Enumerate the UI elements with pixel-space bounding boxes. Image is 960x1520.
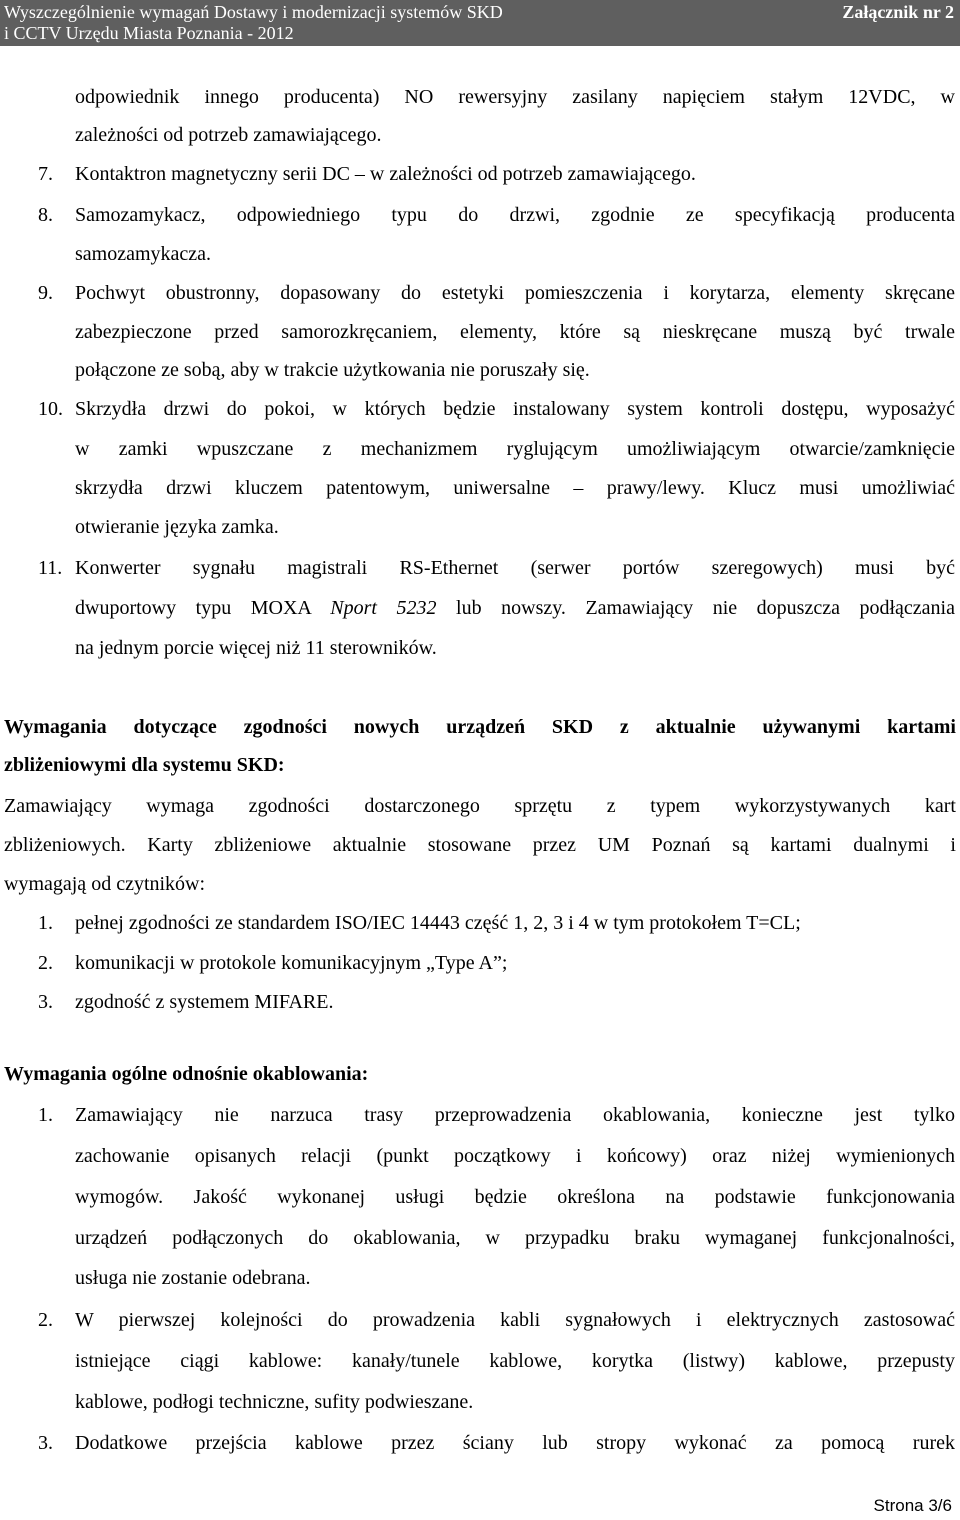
list-item-7-text: Kontaktron magnetyczny serii DC – w zależności od potrzeb zamawiającego. [75, 163, 696, 185]
list-item-9-line3: połączone ze sobą, aby w trakcie użytkowania nie poruszały się. [75, 359, 590, 381]
section1-list-number-2: 2. [38, 952, 53, 974]
product-model-name: Nport 5232 [330, 597, 437, 619]
list-item-11-line3: na jednym porcie więcej niż 11 sterowników. [75, 637, 437, 659]
section2-list-number-1: 1. [38, 1104, 53, 1126]
header-title-line1: Wyszczególnienie wymagań Dostawy i modernizacji systemów SKD [4, 2, 503, 22]
header-attachment-label: Załącznik nr 2 [842, 2, 954, 22]
section2-item-3-line1: Dodatkowe przejścia kablowe przez ściany lub stropy wykonać za pomocą rurek [75, 1432, 955, 1454]
section1-paragraph-line2: zbliżeniowych. Karty zbliżeniowe aktualnie stosowane przez UM Poznań są kartami dualnymi i [4, 834, 956, 856]
list-item-10-line1: Skrzydła drzwi do pokoi, w których będzie instalowany system kontroli dostępu, wyposażyć [75, 398, 955, 420]
list-item-6-continued-line2: zależności od potrzeb zamawiającego. [75, 124, 382, 146]
page-number: Strona 3/6 [873, 1496, 952, 1515]
list-item-11-line2-end: lub nowszy. Zamawiający nie dopuszcza podłączania [436, 597, 955, 619]
section1-list-number-1: 1. [38, 912, 53, 934]
section2-item-1-line1: Zamawiający nie narzuca trasy przeprowadzenia okablowania, konieczne jest tylko [75, 1104, 955, 1126]
header-title-line2: i CCTV Urzędu Miasta Poznania - 2012 [4, 23, 294, 43]
section-heading-cabling: Wymagania ogólne odnośnie okablowania: [4, 1063, 369, 1085]
section2-item-2-line2: istniejące ciągi kablowe: kanały/tunele kablowe, korytka (listwy) kablowe, przepusty [75, 1350, 955, 1372]
section2-item-1-line2: zachowanie opisanych relacji (punkt początkowy i końcowy) oraz niżej wymienionych [75, 1145, 955, 1167]
section2-list-number-2: 2. [38, 1309, 53, 1331]
list-number-11: 11. [38, 557, 63, 579]
list-item-10-line3: skrzydła drzwi kluczem patentowym, uniwersalne – prawy/lewy. Klucz musi umożliwiać [75, 477, 955, 499]
section-heading-card-compatibility-line1: Wymagania dotyczące zgodności nowych urządzeń SKD z aktualnie używanymi kartami [4, 716, 956, 738]
list-item-11-line1: Konwerter sygnału magistrali RS-Ethernet (serwer portów szeregowych) musi być [75, 557, 955, 579]
list-item-8-line2: samozamykacza. [75, 243, 212, 265]
section1-list-item-3: zgodność z systemem MIFARE. [75, 991, 334, 1013]
list-item-8-line1: Samozamykacz, odpowiedniego typu do drzwi, zgodnie ze specyfikacją producenta [75, 204, 955, 226]
list-item-11-line2-start: dwuportowy typu MOXA [75, 597, 331, 619]
section-heading-card-compatibility-line2: zbliżeniowymi dla systemu SKD: [4, 754, 285, 776]
section1-list-item-2: komunikacji w protokole komunikacyjnym „Type A”; [75, 952, 508, 974]
list-number-8: 8. [38, 204, 53, 226]
section2-list-number-3: 3. [38, 1432, 53, 1454]
list-item-9-line2: zabezpieczone przed samorozkręcaniem, elementy, które są nieskręcane muszą być trwale [75, 321, 955, 343]
section1-list-number-3: 3. [38, 991, 53, 1013]
section1-paragraph-line3: wymagają od czytników: [4, 873, 206, 895]
list-item-10-line4: otwieranie języka zamka. [75, 516, 279, 538]
list-item-10-line2: w zamki wpuszczane z mechanizmem ryglującym umożliwiającym otwarcie/zamknięcie [75, 438, 955, 460]
list-number-7: 7. [38, 163, 53, 185]
section2-item-1-line4: urządzeń podłączonych do okablowania, w przypadku braku wymaganej funkcjonalności, [75, 1227, 955, 1249]
section2-item-1-line5: usługa nie zostanie odebrana. [75, 1267, 311, 1289]
list-item-11-line2 [75, 596, 955, 620]
list-item-6-continued-line1: odpowiednik innego producenta) NO rewersyjny zasilany napięciem stałym 12VDC, w [75, 86, 955, 108]
section1-list-item-1: pełnej zgodności ze standardem ISO/IEC 14443 część 1, 2, 3 i 4 w tym protokołem T=CL; [75, 912, 801, 934]
list-number-9: 9. [38, 282, 53, 304]
list-number-10: 10. [38, 398, 63, 420]
page-header [0, 0, 960, 46]
section2-item-1-line3: wymogów. Jakość wykonanej usługi będzie określona na podstawie funkcjonowania [75, 1186, 955, 1208]
section2-item-2-line3: kablowe, podłogi techniczne, sufity podwieszane. [75, 1391, 474, 1413]
section1-paragraph-line1: Zamawiający wymaga zgodności dostarczonego sprzętu z typem wykorzystywanych kart [4, 795, 956, 817]
section2-item-2-line1: W pierwszej kolejności do prowadzenia kabli sygnałowych i elektrycznych zastosować [75, 1309, 955, 1331]
list-item-9-line1: Pochwyt obustronny, dopasowany do estetyki pomieszczenia i korytarza, elementy skręcane [75, 282, 955, 304]
